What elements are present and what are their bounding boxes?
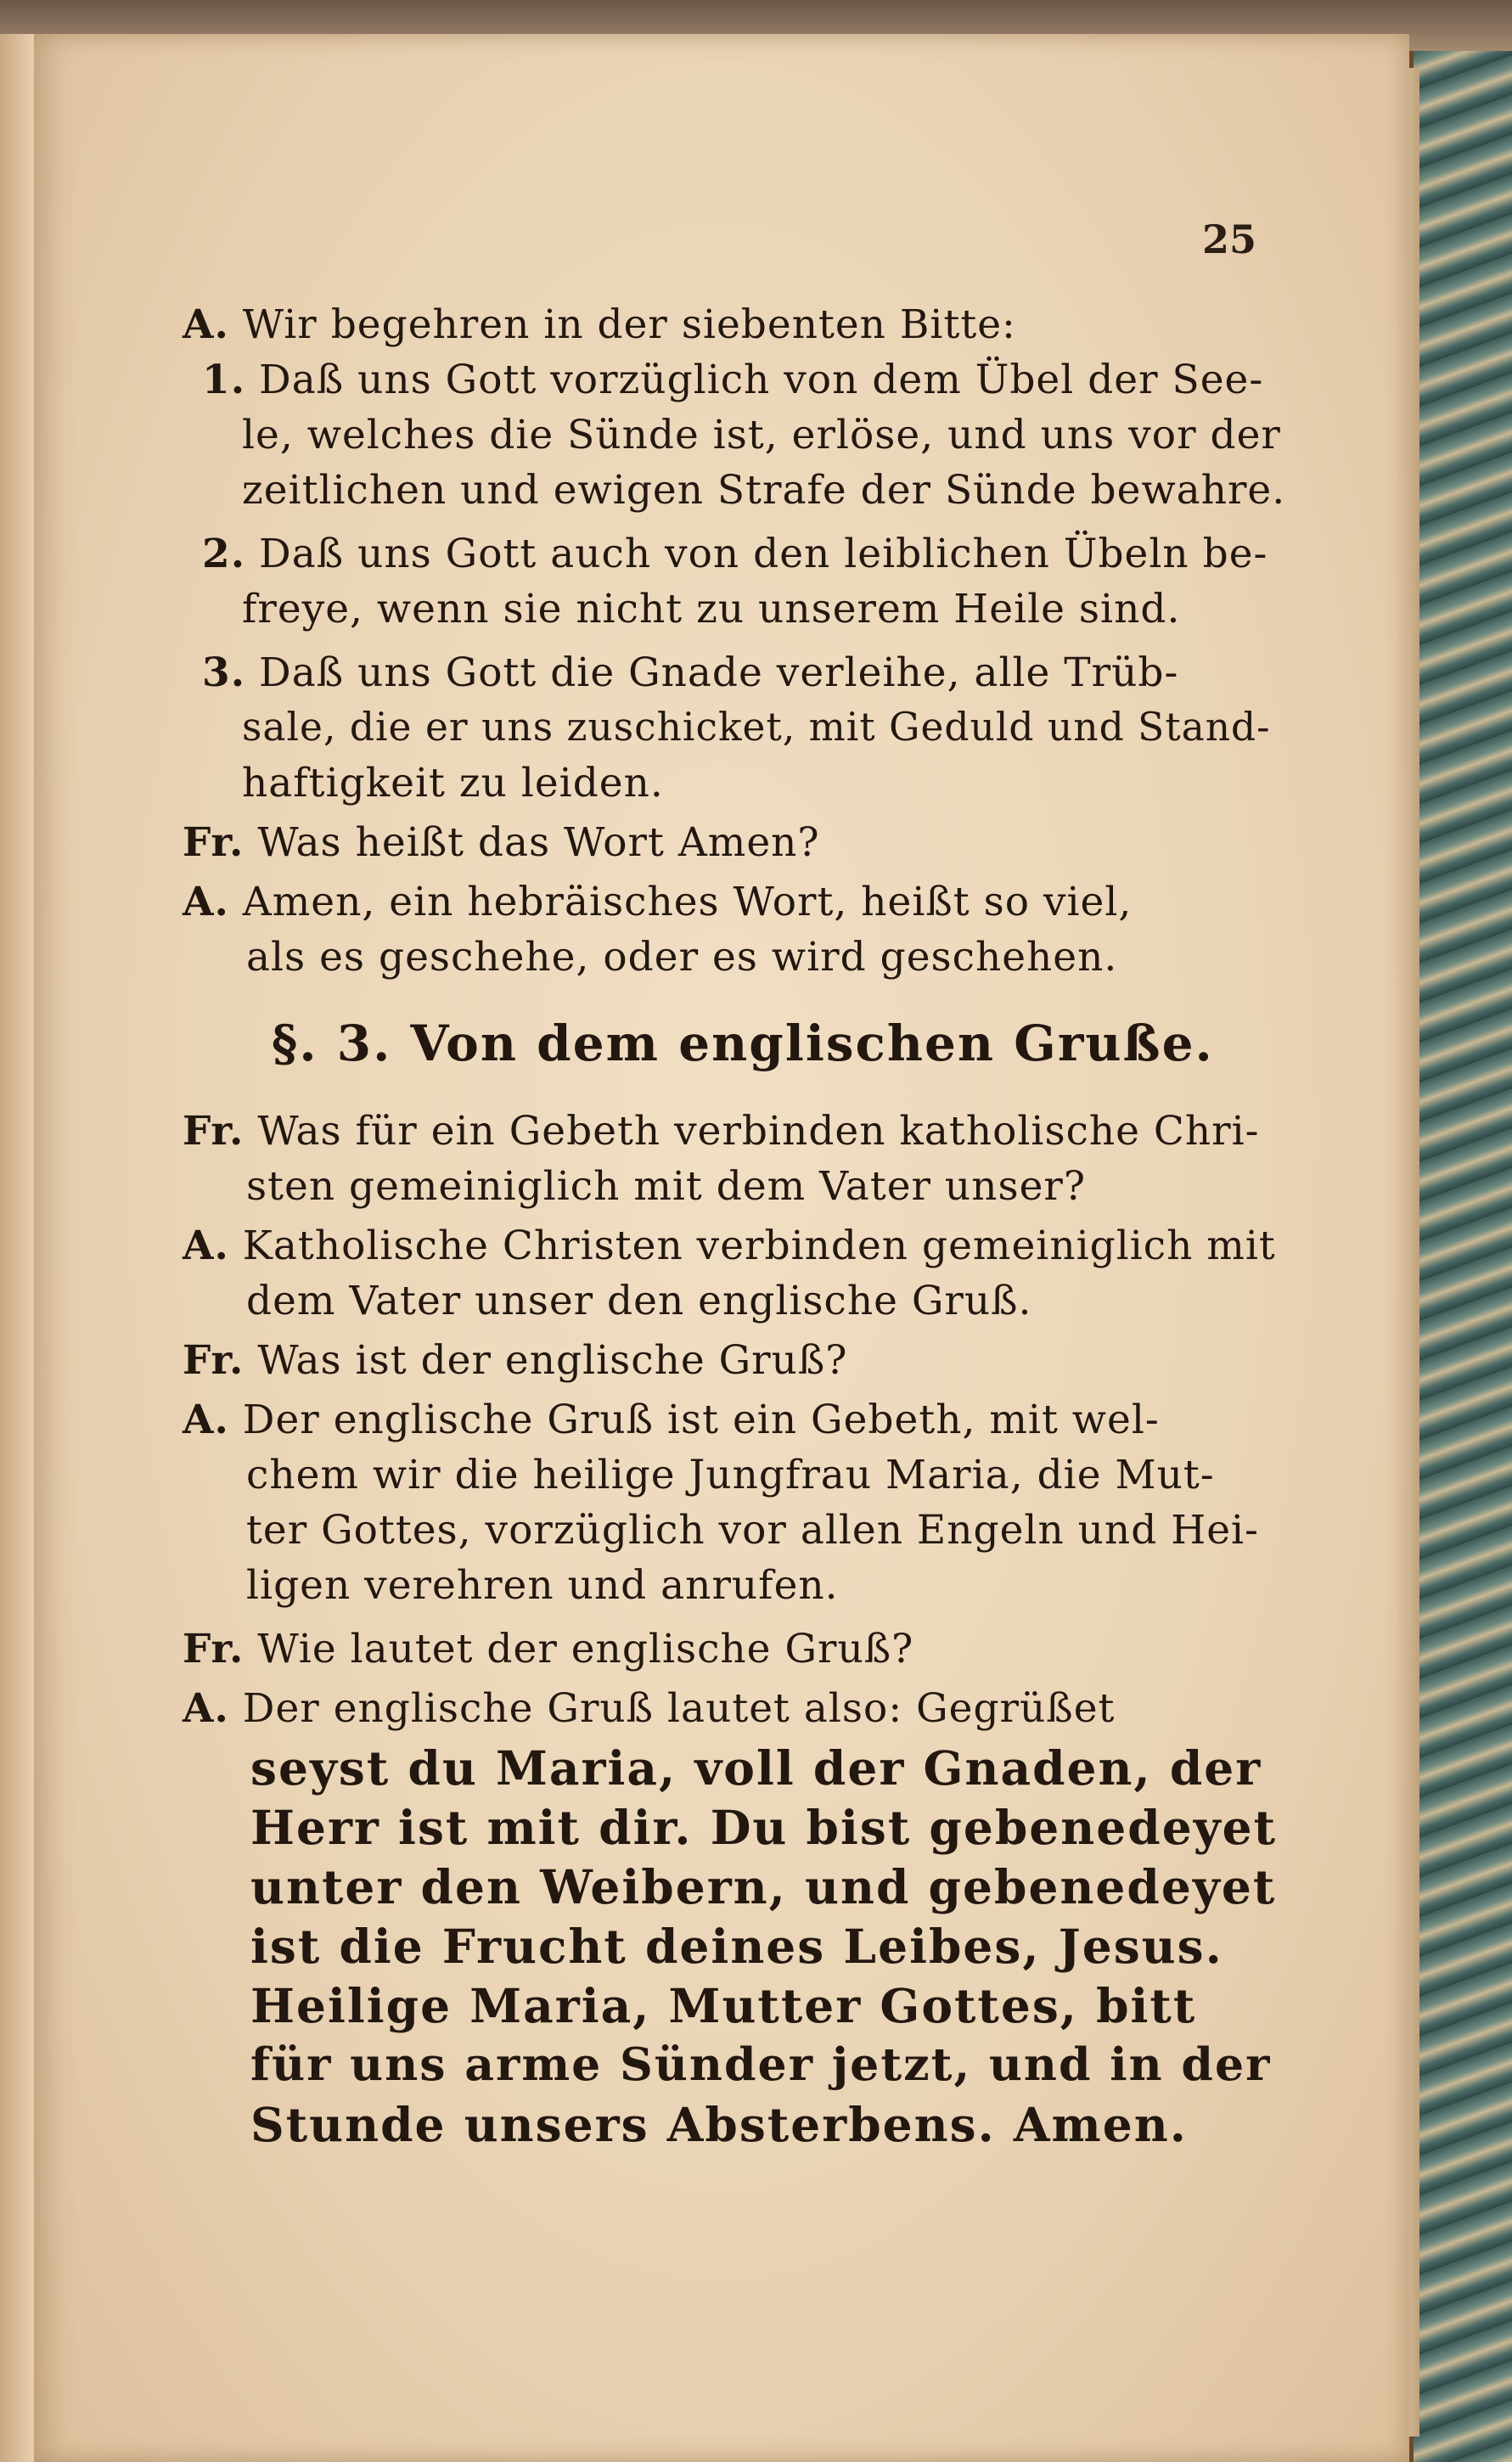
text-line	[242, 760, 664, 807]
line-label: Fr.	[183, 1108, 245, 1155]
prayer-line: Herr ist mit dir. Du bist gebenedeyet	[250, 1800, 1278, 1855]
section-heading: §. 3. Von dem englischen Gruße.	[272, 1015, 1214, 1072]
line-text: Daß uns Gott auch von den leiblichen Übeln be-	[259, 531, 1268, 577]
line-text: Amen, ein hebräisches Wort, heißt so viel,	[242, 879, 1133, 925]
text-line	[242, 705, 1271, 750]
line-label: 3.	[202, 649, 246, 696]
line-text: dem Vater unser den englische Gruß.	[246, 1278, 1032, 1324]
text-line	[242, 467, 1285, 514]
text-line	[183, 879, 1132, 925]
text-line	[242, 412, 1281, 458]
line-text: le, welches die Sünde ist, erlöse, und uns vor der	[242, 412, 1281, 458]
line-text: Der englische Gruß lautet also: Gegrüßet	[242, 1685, 1116, 1732]
text-line	[246, 1507, 1259, 1554]
prayer-line: seyst du Maria, voll der Gnaden, der	[250, 1740, 1262, 1796]
line-label: Fr.	[183, 819, 245, 866]
line-text: chem wir die heilige Jungfrau Maria, die Mut-	[246, 1452, 1215, 1498]
text-line	[202, 531, 1267, 577]
line-label: A.	[183, 1685, 229, 1732]
prayer-line: Stunde unsers Absterbens. Amen.	[250, 2097, 1188, 2152]
prayer-line: unter den Weibern, und gebenedeyet	[250, 1859, 1277, 1914]
line-text: Was heißt das Wort Amen?	[257, 819, 820, 866]
line-text: Der englische Gruß ist ein Gebeth, mit wel-	[242, 1397, 1160, 1443]
line-text: als es geschehe, oder es wird geschehen.	[246, 934, 1118, 981]
line-text: freye, wenn sie nicht zu unserem Heile sind.	[242, 586, 1181, 632]
text-line	[202, 357, 1263, 403]
line-text: Wie lautet der englische Gruß?	[257, 1626, 914, 1672]
text-line	[246, 1163, 1086, 1210]
page-number: 25	[1201, 216, 1256, 262]
line-text: Was für ein Gebeth verbinden katholische Chri-	[257, 1108, 1260, 1155]
text-line	[183, 301, 1016, 348]
line-label: Fr.	[183, 1337, 245, 1384]
text-line	[183, 1397, 1160, 1443]
line-text: haftigkeit zu leiden.	[242, 760, 664, 807]
text-line	[246, 1562, 839, 1609]
text-line	[202, 649, 1178, 696]
text-line	[242, 586, 1180, 632]
text-line	[246, 1278, 1031, 1324]
text-line	[246, 934, 1117, 981]
line-text: zeitlichen und ewigen Strafe der Sünde bewahre.	[242, 467, 1286, 514]
line-text: sten gemeiniglich mit dem Vater unser?	[246, 1163, 1087, 1210]
line-label: 1.	[202, 357, 246, 403]
text-line	[183, 1223, 1276, 1269]
line-text: Katholische Christen verbinden gemeiniglich mit	[242, 1223, 1276, 1269]
line-text: ter Gottes, vorzüglich vor allen Engeln und Hei-	[246, 1507, 1259, 1554]
line-text: Was ist der englische Gruß?	[257, 1337, 848, 1384]
marbled-fore-edge	[1414, 51, 1512, 2462]
line-text: Daß uns Gott vorzüglich von dem Übel der See-	[259, 357, 1264, 403]
line-label: A.	[183, 1397, 229, 1443]
prayer-line: Heilige Maria, Mutter Gottes, bitt	[250, 1978, 1197, 2033]
text-line	[183, 1108, 1260, 1155]
prayer-line: ist die Frucht deines Leibes, Jesus.	[250, 1919, 1223, 1974]
text-line	[183, 1685, 1115, 1732]
line-label: A.	[183, 1223, 229, 1269]
line-label: 2.	[202, 531, 246, 577]
prayer-line: für uns arme Sünder jetzt, und in der	[250, 2038, 1272, 2091]
text-line	[183, 1337, 847, 1384]
line-text: Daß uns Gott die Gnade verleihe, alle Trüb-	[259, 649, 1179, 696]
line-text: ligen verehren und anrufen.	[246, 1562, 839, 1609]
line-label: Fr.	[183, 1626, 245, 1672]
line-text: sale, die er uns zuschicket, mit Geduld und Stand-	[242, 705, 1271, 750]
text-line	[183, 1626, 913, 1672]
line-text: Wir begehren in der siebenten Bitte:	[242, 301, 1016, 348]
text-line	[246, 1452, 1215, 1498]
line-label: A.	[183, 301, 229, 348]
line-label: A.	[183, 879, 229, 925]
text-line	[183, 819, 820, 866]
